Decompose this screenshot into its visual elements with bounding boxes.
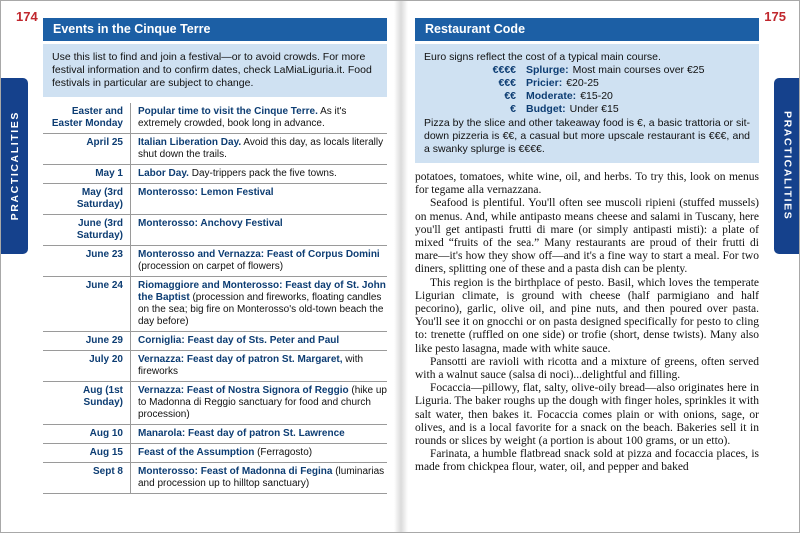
event-date: June (3rd Saturday) [43, 215, 131, 245]
event-title: Monterosso: Feast of Madonna di Fegina [138, 466, 333, 477]
event-detail: (luminarias and procession up to hilltop sanctuary) [138, 466, 385, 489]
event-date: April 25 [43, 134, 131, 164]
event-title: Popular time to visit the Cinque Terre. [138, 106, 318, 117]
section-header-events: Events in the Cinque Terre [43, 18, 387, 41]
euro-symbols: €€€€ [492, 64, 516, 76]
event-description [131, 246, 387, 276]
event-title: Vernazza: Feast day of patron St. Margaret, [138, 354, 343, 365]
event-title: Feast of the Assumption [138, 447, 255, 458]
right-page [401, 1, 800, 533]
page-number-left: 174 [16, 9, 38, 24]
event-detail: As it's extremely crowded, book long in advance. [138, 106, 347, 129]
event-row [43, 246, 387, 277]
event-detail: with fireworks [138, 354, 364, 377]
price-text [526, 77, 599, 90]
practicalities-tab-right [774, 78, 800, 254]
event-row [43, 444, 387, 463]
price-label: Splurge: [526, 64, 569, 76]
event-row [43, 382, 387, 425]
event-date: June 24 [43, 277, 131, 331]
body-paragraph: potatoes, tomatoes, white wine, oil, and herbs. To try this, look on menus for tegame alla vernazzana. [415, 171, 759, 197]
page-number-right: 175 [764, 9, 786, 24]
price-label: Pricier: [526, 77, 563, 89]
price-text [526, 103, 619, 116]
event-detail: (Ferragosto) [254, 447, 313, 458]
event-row [43, 351, 387, 382]
body-paragraph: This region is the birthplace of pesto. Basil, which loves the temperate Ligurian climate, is ground with cheese (half parmigiano and half pecorino), garlic, olive oil, and pine nuts, and then poured over pasta. You'll see it on gnocchi or on pasta designed specifically for pesto to cling to: trenette (ruffled on one side) or trofie (short, dense twists). Many also like pesto lasagna, made with white sauce. [415, 276, 759, 355]
event-date: Aug 10 [43, 425, 131, 443]
body-text [415, 171, 759, 475]
event-description [131, 444, 387, 462]
event-row [43, 184, 387, 215]
event-title: Vernazza: Feast of Nostra Signora of Reggio [138, 385, 349, 396]
event-description [131, 134, 387, 164]
event-date: May 1 [43, 165, 131, 183]
price-text [526, 90, 613, 103]
event-date: Easter and Easter Monday [43, 103, 131, 133]
body-paragraph: Seafood is plentiful. You'll often see muscoli ripieni (stuffed mussels) on menus. And, while antipasto means cheese and salami in Tuscany, here you'll get antipasti frutti di mare (or simply antipasti misti): a plate of mixed “fruits of the sea.” Many restaurants are proud of their frutti di mare—it's how they show off—and it's a fine way to start a meal. For two diners, splitting one of these and a pasta dish can be plenty. [415, 197, 759, 276]
price-text [526, 64, 705, 77]
event-description [131, 277, 387, 331]
event-description [131, 463, 387, 493]
restaurant-code-box [415, 44, 759, 163]
event-row [43, 134, 387, 165]
event-description [131, 382, 387, 424]
right-page-content [415, 18, 759, 475]
event-description [131, 215, 387, 245]
price-label: Moderate: [526, 90, 577, 102]
price-row [424, 103, 750, 116]
event-title: Riomaggiore and Monterosso: Feast day of St. John the Baptist [138, 280, 386, 303]
event-detail: (hike up to Madonna di Reggio sanctuary for food and church procession) [138, 385, 387, 420]
event-row [43, 103, 387, 134]
event-date: Aug (1st Sunday) [43, 382, 131, 424]
price-row [424, 90, 750, 103]
price-description: €15-20 [580, 90, 613, 102]
price-description: Under €15 [569, 103, 619, 115]
events-intro-box: Use this list to find and join a festival—or to avoid crowds. For more festival information and to confirm dates, check LaMiaLiguria.it. Food festivals in particular are subject to change. [43, 44, 387, 97]
event-detail: Day-trippers pack the five towns. [188, 168, 337, 179]
event-description [131, 425, 387, 443]
event-title: Monterosso and Vernazza: Feast of Corpus Domini [138, 249, 380, 260]
event-date: Aug 15 [43, 444, 131, 462]
restaurant-code-outro: Pizza by the slice and other takeaway food is €, a basic trattoria or sit-down pizzeria is €€, a casual but more upscale restaurant is €€€, and a swanky splurge is €€€€. [424, 117, 750, 155]
event-detail: (procession on carpet of flowers) [138, 261, 284, 272]
event-title: Italian Liberation Day. [138, 137, 242, 148]
event-date: July 20 [43, 351, 131, 381]
event-description [131, 103, 387, 133]
event-row [43, 463, 387, 494]
event-row [43, 277, 387, 332]
price-description: Most main courses over €25 [572, 64, 705, 76]
euro-symbols: €€ [504, 90, 516, 102]
event-row [43, 165, 387, 184]
restaurant-code-intro: Euro signs reflect the cost of a typical main course. [424, 51, 661, 63]
body-paragraph: Farinata, a humble flatbread snack sold at pizza and focaccia places, is made from chickpea flour, water, oil, and pepper and baked [415, 448, 759, 474]
left-page-content [43, 18, 387, 494]
event-date: June 23 [43, 246, 131, 276]
event-row [43, 425, 387, 444]
body-paragraph: Focaccia—pillowy, flat, salty, olive-oily bread—also originates here in Liguria. The baker roughs up the dough with finger holes, sprinkles it with salt water, then bakes it. Focaccia comes plain or with onions, sage, or olives, and is a local favorite for a snack on the beach. Bakeries sell it in rounds or slices by weight (a portion is about 100 grams, or un etto). [415, 382, 759, 448]
event-description [131, 184, 387, 214]
event-date: May (3rd Saturday) [43, 184, 131, 214]
body-paragraph: Pansotti are ravioli with ricotta and a mixture of greens, often served with a walnut sauce (salsa di noci)...delightful and filling. [415, 355, 759, 382]
price-description: €20-25 [566, 77, 599, 89]
event-title: Labor Day. [138, 168, 189, 179]
event-title: Monterosso: Lemon Festival [138, 187, 274, 198]
event-description [131, 351, 387, 381]
event-title: Monterosso: Anchovy Festival [138, 218, 283, 229]
price-row [424, 64, 750, 77]
event-detail: Avoid this day, as locals literally shut down the trails. [138, 137, 384, 160]
section-header-restaurant-code: Restaurant Code [415, 18, 759, 41]
event-row [43, 332, 387, 351]
price-row [424, 77, 750, 90]
euro-symbols: €€€ [498, 77, 516, 89]
event-title: Manarola: Feast day of patron St. Lawrence [138, 428, 345, 439]
event-description [131, 165, 387, 183]
event-row [43, 215, 387, 246]
price-label: Budget: [526, 103, 566, 115]
practicalities-tab-label: PRACTICALITIES [8, 111, 21, 221]
event-title: Corniglia: Feast day of Sts. Peter and Paul [138, 335, 340, 346]
event-date: Sept 8 [43, 463, 131, 493]
event-detail: (procession and fireworks, floating candles on the sea; big fire on Monterosso's old-town beach the day before) [138, 292, 384, 327]
left-page [1, 1, 401, 533]
event-date: June 29 [43, 332, 131, 350]
events-table [43, 103, 387, 494]
practicalities-tab-left [1, 78, 28, 254]
practicalities-tab-label: PRACTICALITIES [781, 111, 794, 221]
event-description [131, 332, 387, 350]
euro-symbols: € [510, 103, 516, 115]
